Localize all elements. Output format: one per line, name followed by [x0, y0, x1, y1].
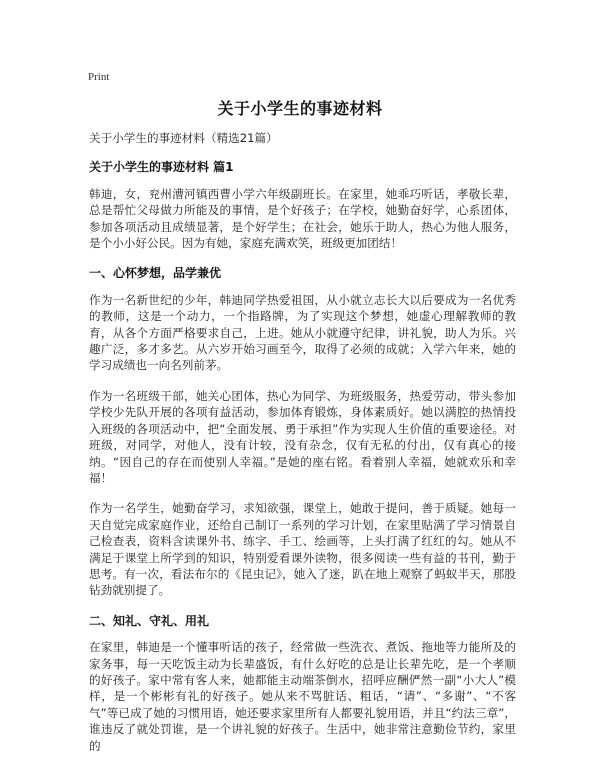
article-body — [89, 130, 516, 768]
section2-heading: 二、知礼、守礼、用礼 — [89, 613, 210, 628]
document-title: 关于小学生的事迹材料 — [217, 99, 383, 118]
section2-paragraph-1: 在家里，韩迪是一个懂事听话的孩子，经常做一些洗衣、煮饭、拖地等力能所及的家务事，每一天吃饭主动为长辈盛饭，有什么好吃的总是让长辈先吃，是一个孝顺的好孩子。家中常有客人来，她都能主动端茶倒水，招呼应酬俨然一副“小大人”模样，是一个彬彬有礼的好孩子。她从来不骂脏话、粗话，“请”、“多谢”、“不客气”等已成了她的习惯用语，她还要求家里所有人都要礼貌用语，并且“约法三章”，谁违反了就处罚谁，是一个讲礼貌的好孩子。生活中，她非常注意勤俭节约，家里的 — [89, 640, 516, 753]
intro-paragraph: 韩迪，女，兖州漕河镇西曹小学六年级副班长。在家里，她乖巧听话，孝敬长辈，总是帮忙父母做力所能及的事情，是个好孩子；在学校，她勤奋好学，心系团体，参加各项活动且成绩显著，是个好学生；在社会，她乐于助人，热心为他人服务，是个小小好公民。因为有她，家庭充满欢笑，班级更加团结！ — [89, 186, 516, 251]
section1-paragraph-2: 作为一名班级干部，她关心团体，热心为同学、为班级服务，热爱劳动，带头参加学校少先队开展的各项有益活动，参加体育锻炼，身体素质好。她以满腔的热情投入班级的各项活动中，把“全面发展、勇于承担”作为实现人生价值的重要途径。对班级，对同学，对他人，没有计较，没有杂念，仅有无私的付出，仅有真心的接纳。“因自己的存在而使别人幸福。”是她的座右铭。看着别人幸福，她就欢乐和幸福！ — [89, 388, 516, 485]
article-subtitle: 关于小学生的事迹材料（精选21篇） — [89, 131, 278, 145]
section1-paragraph-3: 作为一名学生，她勤奋学习，求知欲强，课堂上，她敢于提问，善于质疑。她每一天自觉完成家庭作业，还给自己制订一系列的学习计划，在家里贴满了学习情景自己检查表，资料含读课外书、练字、手工、绘画等，上头打满了红红的勾。她从不满足于课堂上所学到的知识，特别爱看课外读物，很多阅读一些有益的书刊，勤于思考。有一次，看法布尔的《昆虫记》，她入了迷，趴在地上观察了蚂蚁半天，那股钻劲就别提了。 — [89, 501, 516, 598]
section1-heading: 一、心怀梦想，品学兼优 — [89, 266, 222, 281]
article-heading: 关于小学生的事迹材料 篇1 — [89, 160, 234, 175]
section1-paragraph-1: 作为一名新世纪的少年，韩迪同学热爱祖国，从小就立志长大以后要成为一名优秀的教师，这是一个动力，一个指路牌，为了实现这个梦想，她虚心理解教师的教育，从各个方面严格要求自己，上进。她从小就遵守纪律，讲礼貌，助人为乐。兴趣广泛，多才多艺。从六岁开始习画至今，取得了必须的成就；入学六年来，她的学习成绩也一向名列前茅。 — [89, 292, 516, 373]
print-link[interactable]: Print — [88, 71, 110, 83]
